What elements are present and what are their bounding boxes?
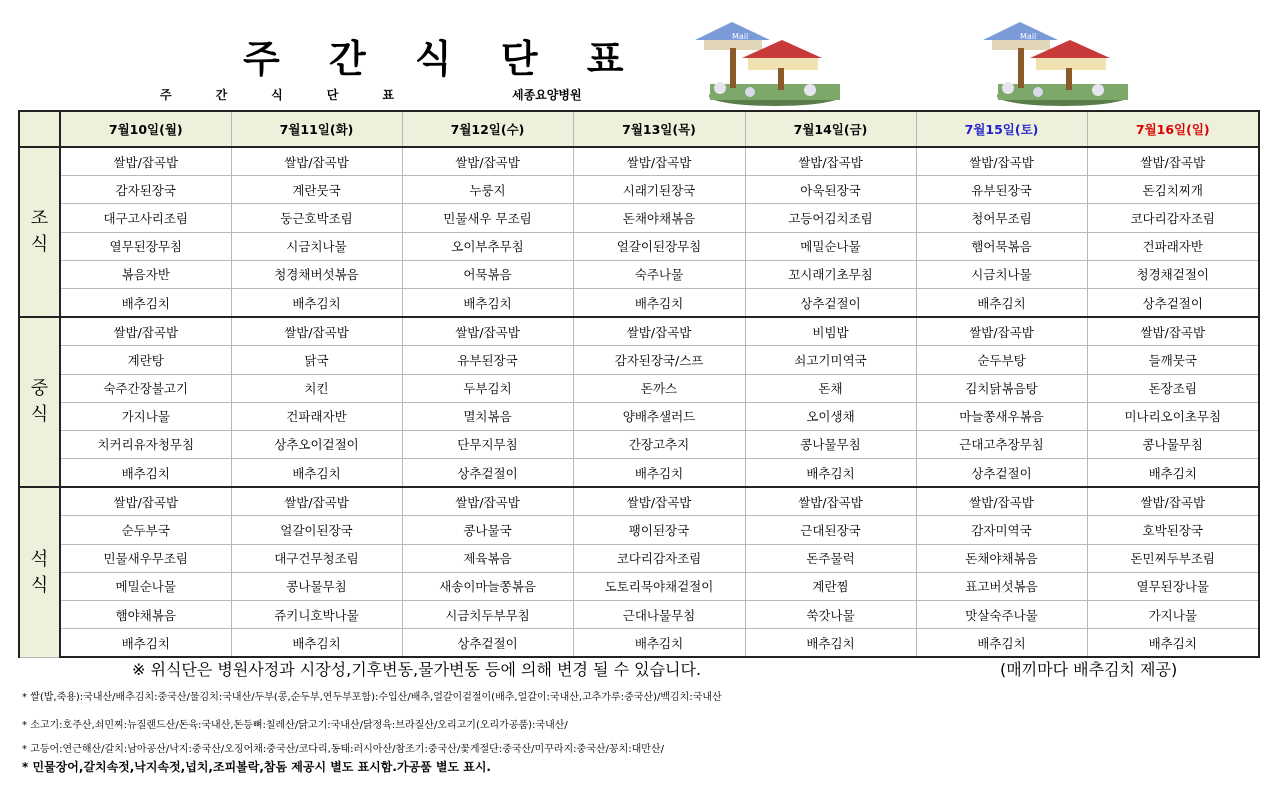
menu-cell: 쌀밥/잡곡밥 <box>573 317 745 346</box>
menu-row <box>19 601 1259 629</box>
menu-cell: 배추김치 <box>916 629 1087 658</box>
menu-cell: 돈채 <box>745 374 916 402</box>
hospital-name: 세종요양병원 <box>512 88 582 102</box>
menu-cell: 쌀밥/잡곡밥 <box>916 317 1087 346</box>
menu-cell: 쌀밥/잡곡밥 <box>402 317 573 346</box>
menu-cell: 쌀밥/잡곡밥 <box>916 487 1087 516</box>
house-illustration <box>690 18 840 106</box>
menu-cell: 시금치나물 <box>916 260 1087 288</box>
menu-cell: 계란뭇국 <box>231 176 402 204</box>
menu-cell: 청경채겉절이 <box>1087 260 1259 288</box>
menu-cell: 배추김치 <box>231 459 402 488</box>
menu-cell: 배추김치 <box>745 459 916 488</box>
page-subtitle: 주간식단표 <box>160 88 438 102</box>
menu-cell: 쌀밥/잡곡밥 <box>60 317 231 346</box>
menu-cell: 메밀순나물 <box>60 572 231 600</box>
page-title: 주 간 식 단 표 <box>243 37 642 81</box>
day-header-saturday: 7월15일(토) <box>916 111 1087 147</box>
menu-cell: 돈장조림 <box>1087 374 1259 402</box>
day-header: 7월14일(금) <box>745 111 916 147</box>
menu-cell: 배추김치 <box>573 629 745 658</box>
corner-cell <box>19 111 60 147</box>
menu-row <box>19 459 1259 488</box>
menu-cell: 쌀밥/잡곡밥 <box>231 487 402 516</box>
menu-cell: 비빔밥 <box>745 317 916 346</box>
menu-cell: 돈까스 <box>573 374 745 402</box>
menu-cell: 상추오이겉절이 <box>231 430 402 458</box>
menu-cell: 마늘쫑새우볶음 <box>916 402 1087 430</box>
menu-cell: 배추김치 <box>573 288 745 317</box>
menu-cell: 배추김치 <box>573 459 745 488</box>
menu-cell: 유부된장국 <box>916 176 1087 204</box>
menu-cell: 제육볶음 <box>402 544 573 572</box>
menu-cell: 닭국 <box>231 346 402 374</box>
origin-note: * 민물장어,갈치속젓,낙지속젓,넙치,조피볼락,참돔 제공시 별도 표시함.가공품 별도 표시. <box>22 760 491 774</box>
menu-cell: 숙주나물 <box>573 260 745 288</box>
menu-cell: 햄어묵볶음 <box>916 232 1087 260</box>
meal-label: 조 식 <box>19 147 60 317</box>
menu-cell: 배추김치 <box>745 629 916 658</box>
menu-cell: 콩나물무침 <box>231 572 402 600</box>
menu-cell: 햄야채볶음 <box>60 601 231 629</box>
menu-cell: 유부된장국 <box>402 346 573 374</box>
menu-cell: 배추김치 <box>1087 629 1259 658</box>
menu-cell: 배추김치 <box>1087 459 1259 488</box>
menu-cell: 양배추샐러드 <box>573 402 745 430</box>
menu-row <box>19 346 1259 374</box>
menu-row <box>19 487 1259 516</box>
menu-cell: 돈김치찌개 <box>1087 176 1259 204</box>
menu-cell: 얼갈이된장무침 <box>573 232 745 260</box>
menu-row <box>19 317 1259 346</box>
menu-cell: 근대된장국 <box>745 516 916 544</box>
menu-row <box>19 147 1259 176</box>
menu-cell: 멸치볶음 <box>402 402 573 430</box>
menu-cell: 배추김치 <box>60 288 231 317</box>
menu-cell: 들깨뭇국 <box>1087 346 1259 374</box>
menu-cell: 단무지무침 <box>402 430 573 458</box>
menu-cell: 상추겉절이 <box>916 459 1087 488</box>
menu-cell: 미나리오이초무침 <box>1087 402 1259 430</box>
meal-label: 석 식 <box>19 487 60 657</box>
menu-cell: 열무된장무침 <box>60 232 231 260</box>
menu-cell: 건파래자반 <box>1087 232 1259 260</box>
menu-row <box>19 572 1259 600</box>
menu-cell: 배추김치 <box>402 288 573 317</box>
menu-cell: 순두부국 <box>60 516 231 544</box>
menu-cell: 쌀밥/잡곡밥 <box>745 147 916 176</box>
menu-row <box>19 629 1259 658</box>
origin-line: * 소고기:호주산,쇠민찌:뉴질랜드산/돈육:국내산,돈등뼈:칠레산/닭고기:국내산/닭정육:브라질산/오리고기(오리가공품):국내산/ <box>22 720 568 731</box>
menu-cell: 시래기된장국 <box>573 176 745 204</box>
menu-cell: 얼갈이된장국 <box>231 516 402 544</box>
menu-change-notice: ※ 위식단은 병원사정과 시장성,기후변동,물가변동 등에 의해 변경 될 수 있습니다. <box>132 660 702 679</box>
menu-cell: 배추김치 <box>60 629 231 658</box>
menu-cell: 돈주물럭 <box>745 544 916 572</box>
day-header: 7월10일(월) <box>60 111 231 147</box>
menu-cell: 쌀밥/잡곡밥 <box>231 147 402 176</box>
menu-cell: 감자미역국 <box>916 516 1087 544</box>
menu-cell: 표고버섯볶음 <box>916 572 1087 600</box>
menu-cell: 코다리감자조림 <box>1087 204 1259 232</box>
menu-cell: 쌀밥/잡곡밥 <box>231 317 402 346</box>
menu-cell: 쌀밥/잡곡밥 <box>1087 147 1259 176</box>
menu-cell: 호박된장국 <box>1087 516 1259 544</box>
menu-cell: 쌀밥/잡곡밥 <box>60 487 231 516</box>
menu-row <box>19 430 1259 458</box>
menu-row <box>19 374 1259 402</box>
kimchi-notice: (매끼마다 배추김치 제공) <box>1000 660 1178 679</box>
menu-cell: 고등어김치조림 <box>745 204 916 232</box>
menu-cell: 어묵볶음 <box>402 260 573 288</box>
menu-cell: 감자된장국/스프 <box>573 346 745 374</box>
menu-cell: 민물새우 무조림 <box>402 204 573 232</box>
menu-cell: 계란탕 <box>60 346 231 374</box>
day-header-sunday: 7월16일(일) <box>1087 111 1259 147</box>
menu-cell: 쌀밥/잡곡밥 <box>402 487 573 516</box>
menu-cell: 쌀밥/잡곡밥 <box>402 147 573 176</box>
menu-cell: 쌀밥/잡곡밥 <box>573 487 745 516</box>
menu-cell: 새송이마늘쫑볶음 <box>402 572 573 600</box>
meal-label: 중 식 <box>19 317 60 487</box>
menu-cell: 돈민찌두부조림 <box>1087 544 1259 572</box>
menu-row <box>19 204 1259 232</box>
menu-cell: 아욱된장국 <box>745 176 916 204</box>
day-header: 7월12일(수) <box>402 111 573 147</box>
menu-cell: 팽이된장국 <box>573 516 745 544</box>
day-header-row <box>19 111 1259 147</box>
menu-row <box>19 176 1259 204</box>
origin-line: * 쌀(밥,죽용):국내산/배추김치:중국산/물김치:국내산/두부(콩,순두부,연두부포함):수입산/배추,얼갈이겉절이(배추,얼갈이:국내산,고추가루:중국산)/백김치:국내산 <box>22 692 722 703</box>
menu-row <box>19 260 1259 288</box>
menu-cell: 둥근호박조림 <box>231 204 402 232</box>
menu-cell: 시금치나물 <box>231 232 402 260</box>
day-header: 7월11일(화) <box>231 111 402 147</box>
menu-cell: 상추겉절이 <box>402 629 573 658</box>
menu-cell: 시금치두부무침 <box>402 601 573 629</box>
menu-cell: 배추김치 <box>231 629 402 658</box>
menu-row <box>19 402 1259 430</box>
menu-cell: 쌀밥/잡곡밥 <box>916 147 1087 176</box>
menu-cell: 건파래자반 <box>231 402 402 430</box>
menu-cell: 가지나물 <box>1087 601 1259 629</box>
day-header: 7월13일(목) <box>573 111 745 147</box>
menu-cell: 열무된장나물 <box>1087 572 1259 600</box>
menu-cell: 도토리묵야채겉절이 <box>573 572 745 600</box>
menu-cell: 계란찜 <box>745 572 916 600</box>
menu-cell: 돈채야채볶음 <box>916 544 1087 572</box>
menu-cell: 콩나물무침 <box>745 430 916 458</box>
menu-cell: 메밀순나물 <box>745 232 916 260</box>
menu-cell: 숙주간장불고기 <box>60 374 231 402</box>
menu-cell: 두부김치 <box>402 374 573 402</box>
menu-cell: 오이부추무침 <box>402 232 573 260</box>
menu-cell: 쌀밥/잡곡밥 <box>1087 317 1259 346</box>
menu-cell: 청경채버섯볶음 <box>231 260 402 288</box>
origin-line: * 고등어:연근해산/갈치:남아공산/낙지:중국산/오징어채:중국산/코다리,동태:러시아산/참조기:중국산/꽃게절단:중국산/미꾸라지:중국산/꽁치:대만산/ <box>22 744 664 755</box>
menu-cell: 순두부탕 <box>916 346 1087 374</box>
menu-cell: 쥬키니호박나물 <box>231 601 402 629</box>
menu-cell: 쌀밥/잡곡밥 <box>60 147 231 176</box>
house-sign: Mail <box>1020 32 1037 41</box>
menu-cell: 민물새우무조림 <box>60 544 231 572</box>
menu-cell: 상추겉절이 <box>402 459 573 488</box>
menu-cell: 쌀밥/잡곡밥 <box>573 147 745 176</box>
menu-cell: 근대고추장무침 <box>916 430 1087 458</box>
menu-body <box>19 147 1259 657</box>
menu-cell: 김치닭볶음탕 <box>916 374 1087 402</box>
menu-table <box>18 110 1260 658</box>
menu-cell: 감자된장국 <box>60 176 231 204</box>
menu-cell: 쑥갓나물 <box>745 601 916 629</box>
menu-cell: 가지나물 <box>60 402 231 430</box>
house-illustration <box>978 18 1128 106</box>
menu-cell: 콩나물국 <box>402 516 573 544</box>
menu-row <box>19 288 1259 317</box>
menu-cell: 상추겉절이 <box>1087 288 1259 317</box>
menu-cell: 코다리감자조림 <box>573 544 745 572</box>
menu-cell: 누룽지 <box>402 176 573 204</box>
menu-cell: 콩나물무침 <box>1087 430 1259 458</box>
house-sign: Mail <box>732 32 749 41</box>
menu-cell: 대구고사리조림 <box>60 204 231 232</box>
menu-row <box>19 544 1259 572</box>
menu-cell: 쇠고기미역국 <box>745 346 916 374</box>
menu-cell: 돈채야채볶음 <box>573 204 745 232</box>
menu-cell: 꼬시래기초무침 <box>745 260 916 288</box>
menu-cell: 간장고추지 <box>573 430 745 458</box>
menu-cell: 치커리유자청무침 <box>60 430 231 458</box>
menu-cell: 치킨 <box>231 374 402 402</box>
menu-cell: 상추겉절이 <box>745 288 916 317</box>
menu-cell: 배추김치 <box>60 459 231 488</box>
menu-cell: 쌀밥/잡곡밥 <box>745 487 916 516</box>
menu-row <box>19 232 1259 260</box>
menu-cell: 맛살숙주나물 <box>916 601 1087 629</box>
menu-cell: 쌀밥/잡곡밥 <box>1087 487 1259 516</box>
menu-cell: 배추김치 <box>231 288 402 317</box>
menu-cell: 대구건무청조림 <box>231 544 402 572</box>
menu-cell: 근대나물무침 <box>573 601 745 629</box>
menu-cell: 배추김치 <box>916 288 1087 317</box>
menu-cell: 청어무조림 <box>916 204 1087 232</box>
menu-cell: 볶음자반 <box>60 260 231 288</box>
menu-row <box>19 516 1259 544</box>
menu-cell: 오이생채 <box>745 402 916 430</box>
